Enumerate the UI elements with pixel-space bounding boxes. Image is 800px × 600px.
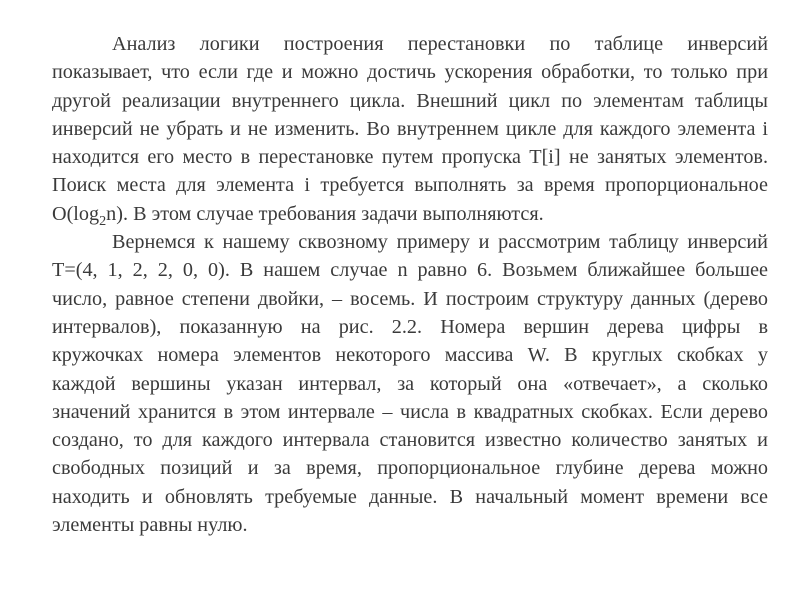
text-line-formula: [52, 200, 768, 228]
text-line: свободных позиций и за время, пропорциональное глубине дерева можно: [52, 457, 768, 480]
paragraph-2: [52, 228, 768, 539]
formula-suffix: n). В этом случае требования задачи выполняются.: [106, 202, 544, 225]
text-line: создано, то для каждого интервала становится известно количество занятых и: [52, 429, 768, 452]
text-line: интервалов), показанную на рис. 2.2. Номера вершин дерева цифры в: [52, 315, 768, 338]
text-line: T=(4, 1, 2, 2, 0, 0). В нашем случае n равно 6. Возьмем ближайшее большее: [52, 259, 768, 282]
document-page: [52, 30, 768, 539]
text-line: Анализ логики построения перестановки по таблице инверсий: [112, 33, 768, 55]
formula-subscript: 2: [99, 212, 107, 229]
text-line: Поиск места для элемента i требуется выполнять за время пропорциональное: [52, 174, 768, 197]
formula-prefix: O(log: [52, 202, 100, 225]
text-line: другой реализации внутреннего цикла. Внешний цикл по элементам таблицы: [52, 89, 768, 112]
text-line: число, равное степени двойки, – восемь. И построим структуру данных (дерево: [52, 287, 768, 310]
text-line: каждой вершины указан интервал, за который она «отвечает», а сколько: [52, 372, 768, 395]
text-line: кружочках номера элементов некоторого массива W. В круглых скобках у: [52, 344, 768, 367]
text-line: значений хранится в этом интервале – числа в квадратных скобках. Если дерево: [52, 400, 768, 423]
text-line: показывает, что если где и можно достичь ускорения обработки, то только при: [52, 61, 768, 84]
text-line: Вернемся к нашему сквозному примеру и рассмотрим таблицу инверсий: [112, 231, 768, 254]
text-line: инверсий не убрать и не изменить. Во внутреннем цикле для каждого элемента i: [52, 117, 768, 140]
text-line: находить и обновлять требуемые данные. В начальный момент времени все: [52, 485, 768, 508]
paragraph-1: [52, 30, 768, 228]
text-line: находится его место в перестановке путем пропуска T[i] не занятых элементов.: [52, 146, 768, 169]
text-line: элементы равны нулю.: [52, 514, 248, 537]
